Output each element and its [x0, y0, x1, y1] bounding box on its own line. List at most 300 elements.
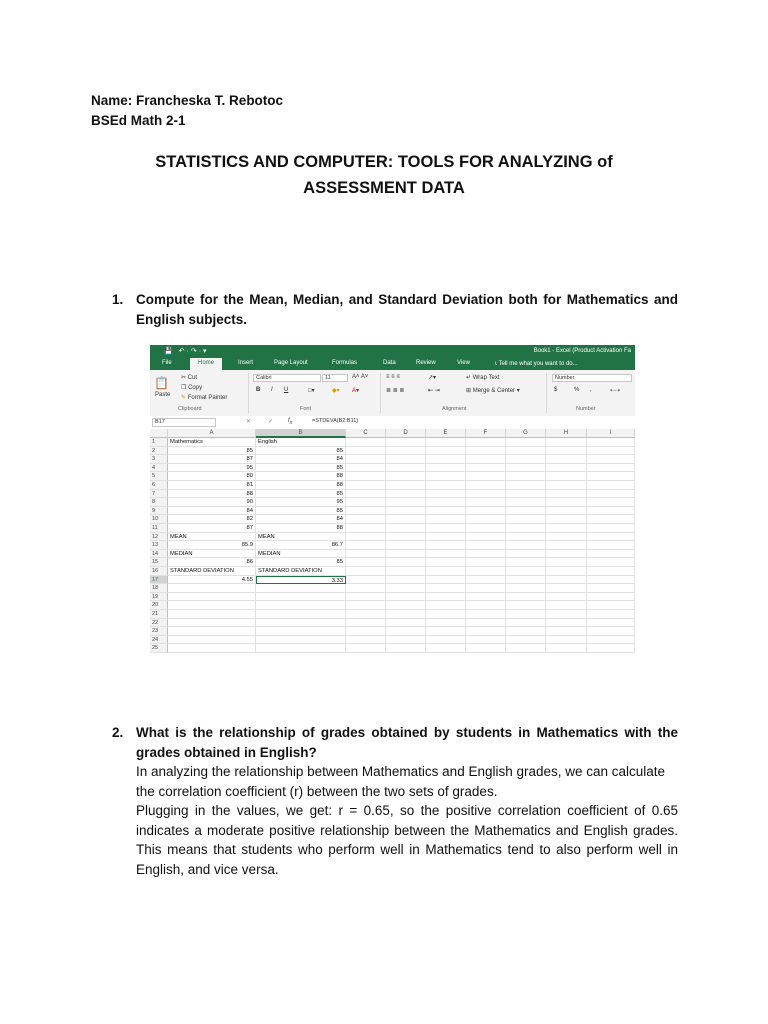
cell-empty[interactable] [587, 438, 635, 447]
cell-empty[interactable] [587, 610, 635, 619]
cell-empty[interactable] [426, 490, 466, 499]
cell-empty[interactable] [386, 644, 426, 653]
format-painter-button[interactable]: ✎ Format Painter [181, 395, 228, 401]
cell-empty[interactable] [346, 438, 386, 447]
cell-a23[interactable] [168, 627, 256, 636]
cell-empty[interactable] [426, 636, 466, 645]
cell-empty[interactable] [346, 636, 386, 645]
cell-empty[interactable] [346, 644, 386, 653]
orientation-icon[interactable]: ↗▾ [428, 375, 437, 381]
top-align-icon[interactable]: ≡ ≡ ≡ [386, 374, 400, 380]
cell-empty[interactable] [386, 558, 426, 567]
cell-empty[interactable] [546, 541, 587, 550]
cell-empty[interactable] [506, 601, 546, 610]
decimal-icon[interactable]: ⇠⇢ [610, 388, 621, 394]
cell-empty[interactable] [466, 447, 506, 456]
cell-empty[interactable] [506, 481, 546, 490]
cell-b6[interactable]: 88 [256, 481, 346, 490]
cell-a6[interactable]: 81 [168, 481, 256, 490]
cell-empty[interactable] [386, 472, 426, 481]
cell-empty[interactable] [546, 636, 587, 645]
cell-a21[interactable] [168, 610, 256, 619]
cell-empty[interactable] [426, 507, 466, 516]
cell-empty[interactable] [346, 524, 386, 533]
cell-empty[interactable] [386, 498, 426, 507]
cell-empty[interactable] [386, 627, 426, 636]
cell-a10[interactable]: 82 [168, 515, 256, 524]
cell-empty[interactable] [546, 627, 587, 636]
cell-empty[interactable] [466, 541, 506, 550]
cell-empty[interactable] [426, 524, 466, 533]
tab-insert[interactable]: Insert [238, 360, 254, 366]
cell-empty[interactable] [466, 610, 506, 619]
cell-empty[interactable] [546, 567, 587, 576]
cell-empty[interactable] [466, 567, 506, 576]
cell-b9[interactable]: 85 [256, 507, 346, 516]
lightbulb-icon: ⍳ [495, 361, 498, 367]
cell-empty[interactable] [466, 558, 506, 567]
cell-b5[interactable]: 88 [256, 472, 346, 481]
cell-empty[interactable] [546, 610, 587, 619]
cell-b24[interactable] [256, 636, 346, 645]
cell-empty[interactable] [426, 447, 466, 456]
formula-input[interactable]: =STDEVA(B2:B11) [312, 418, 359, 424]
cell-empty[interactable] [346, 498, 386, 507]
cell-a19[interactable] [168, 593, 256, 602]
row-header[interactable]: 19 [150, 593, 168, 602]
cell-empty[interactable] [587, 447, 635, 456]
column-header-a[interactable]: A [168, 429, 256, 438]
row-header[interactable]: 13 [150, 541, 168, 550]
cell-b14[interactable]: MEDIAN [256, 550, 346, 559]
cell-empty[interactable] [346, 576, 386, 585]
align-left-icon[interactable]: ≣ ≣ ≣ [386, 388, 405, 394]
cell-b10[interactable]: 84 [256, 515, 346, 524]
cell-empty[interactable] [386, 584, 426, 593]
cell-empty[interactable] [506, 515, 546, 524]
cell-empty[interactable] [346, 593, 386, 602]
cell-empty[interactable] [587, 455, 635, 464]
cell-a1[interactable]: Mathematics [168, 438, 256, 447]
cell-empty[interactable] [506, 533, 546, 542]
row-header[interactable]: 12 [150, 533, 168, 542]
cell-a15[interactable]: 86 [168, 558, 256, 567]
row-header[interactable]: 21 [150, 610, 168, 619]
cell-b16[interactable]: STANDARD DEVIATION [256, 567, 346, 576]
row-header[interactable]: 14 [150, 550, 168, 559]
cell-empty[interactable] [506, 644, 546, 653]
tab-data[interactable]: Data [383, 360, 396, 366]
cell-empty[interactable] [426, 584, 466, 593]
cell-empty[interactable] [346, 481, 386, 490]
cell-empty[interactable] [587, 515, 635, 524]
font-color-icon[interactable]: A▾ [352, 388, 360, 394]
font-size-select[interactable]: 11 [322, 374, 348, 382]
cell-b18[interactable] [256, 584, 346, 593]
column-header-f[interactable]: F [466, 429, 506, 438]
cell-empty[interactable] [346, 507, 386, 516]
cell-empty[interactable] [587, 550, 635, 559]
cell-empty[interactable] [426, 455, 466, 464]
cell-empty[interactable] [346, 455, 386, 464]
cell-empty[interactable] [426, 576, 466, 585]
row-header[interactable]: 3 [150, 455, 168, 464]
cell-b25[interactable] [256, 644, 346, 653]
cell-empty[interactable] [506, 619, 546, 628]
cell-empty[interactable] [587, 464, 635, 473]
cell-empty[interactable] [426, 558, 466, 567]
cell-empty[interactable] [466, 627, 506, 636]
cell-empty[interactable] [346, 533, 386, 542]
cell-empty[interactable] [546, 472, 587, 481]
cell-empty[interactable] [426, 601, 466, 610]
select-all-corner[interactable] [150, 429, 168, 438]
cell-empty[interactable] [546, 455, 587, 464]
cell-empty[interactable] [506, 567, 546, 576]
cell-empty[interactable] [346, 610, 386, 619]
row-header[interactable]: 17 [150, 576, 168, 585]
row-header[interactable]: 10 [150, 515, 168, 524]
row-header[interactable]: 6 [150, 481, 168, 490]
cell-a4[interactable]: 95 [168, 464, 256, 473]
cell-empty[interactable] [346, 584, 386, 593]
cell-a7[interactable]: 88 [168, 490, 256, 499]
tab-formulas[interactable]: Formulas [332, 360, 358, 366]
cell-empty[interactable] [426, 610, 466, 619]
cell-b19[interactable] [256, 593, 346, 602]
cell-empty[interactable] [386, 576, 426, 585]
cell-empty[interactable] [506, 472, 546, 481]
cell-empty[interactable] [506, 438, 546, 447]
column-header-h[interactable]: H [546, 429, 587, 438]
cell-a14[interactable]: MEDIAN [168, 550, 256, 559]
column-header-c[interactable]: C [346, 429, 386, 438]
cell-empty[interactable] [506, 627, 546, 636]
cell-empty[interactable] [587, 507, 635, 516]
cell-empty[interactable] [426, 619, 466, 628]
column-header-b[interactable]: B [256, 429, 346, 438]
cell-b1[interactable]: English [256, 438, 346, 447]
cell-empty[interactable] [466, 550, 506, 559]
cell-empty[interactable] [346, 447, 386, 456]
cell-empty[interactable] [506, 524, 546, 533]
cell-empty[interactable] [346, 619, 386, 628]
tab-file[interactable]: File [162, 360, 172, 366]
cell-empty[interactable] [587, 644, 635, 653]
cell-empty[interactable] [426, 533, 466, 542]
cell-empty[interactable] [546, 593, 587, 602]
cell-empty[interactable] [426, 541, 466, 550]
cell-empty[interactable] [466, 515, 506, 524]
cell-empty[interactable] [346, 515, 386, 524]
cell-a8[interactable]: 90 [168, 498, 256, 507]
cell-empty[interactable] [466, 524, 506, 533]
cell-empty[interactable] [346, 567, 386, 576]
enter-icon[interactable]: ✓ [268, 419, 274, 425]
cell-a25[interactable] [168, 644, 256, 653]
cell-empty[interactable] [426, 472, 466, 481]
cell-empty[interactable] [386, 507, 426, 516]
copy-button[interactable]: ❐ Copy [181, 385, 203, 391]
cell-empty[interactable] [466, 584, 506, 593]
cell-empty[interactable] [426, 593, 466, 602]
cell-empty[interactable] [587, 481, 635, 490]
cell-empty[interactable] [546, 644, 587, 653]
cell-empty[interactable] [386, 455, 426, 464]
cell-empty[interactable] [426, 464, 466, 473]
cell-empty[interactable] [506, 507, 546, 516]
cell-empty[interactable] [386, 481, 426, 490]
cell-a2[interactable]: 85 [168, 447, 256, 456]
cell-empty[interactable] [466, 481, 506, 490]
italic-button[interactable]: I [271, 387, 273, 393]
cell-empty[interactable] [466, 507, 506, 516]
cell-empty[interactable] [346, 472, 386, 481]
name-box[interactable]: B17 [152, 418, 216, 427]
wrap-text-button[interactable]: ↵ Wrap Text [466, 375, 500, 381]
cell-b2[interactable]: 85 [256, 447, 346, 456]
cell-empty[interactable] [346, 627, 386, 636]
cell-a9[interactable]: 84 [168, 507, 256, 516]
cell-empty[interactable] [506, 447, 546, 456]
cell-a17[interactable]: 4.55 [168, 576, 256, 585]
cell-empty[interactable] [546, 524, 587, 533]
cell-empty[interactable] [466, 464, 506, 473]
cell-empty[interactable] [587, 533, 635, 542]
row-header[interactable]: 18 [150, 584, 168, 593]
cell-empty[interactable] [587, 490, 635, 499]
row-header[interactable]: 25 [150, 644, 168, 653]
cell-empty[interactable] [546, 558, 587, 567]
row-header[interactable]: 11 [150, 524, 168, 533]
column-header-g[interactable]: G [506, 429, 546, 438]
cell-a5[interactable]: 80 [168, 472, 256, 481]
cell-empty[interactable] [587, 584, 635, 593]
cell-empty[interactable] [386, 524, 426, 533]
cell-empty[interactable] [466, 636, 506, 645]
cancel-icon[interactable]: ✕ [246, 419, 252, 425]
indent-icon[interactable]: ⇤ ⇥ [428, 388, 440, 394]
cell-empty[interactable] [386, 533, 426, 542]
cell-empty[interactable] [587, 541, 635, 550]
cell-empty[interactable] [587, 593, 635, 602]
percent-button[interactable]: % [574, 387, 580, 393]
row-header[interactable]: 22 [150, 619, 168, 628]
cell-empty[interactable] [426, 627, 466, 636]
row-header[interactable]: 1 [150, 438, 168, 447]
cell-b13[interactable]: 86.7 [256, 541, 346, 550]
column-header-i[interactable]: I [587, 429, 635, 438]
cell-empty[interactable] [466, 619, 506, 628]
cell-empty[interactable] [546, 481, 587, 490]
cell-b23[interactable] [256, 627, 346, 636]
cell-empty[interactable] [506, 550, 546, 559]
row-header[interactable]: 15 [150, 558, 168, 567]
cell-b4[interactable]: 85 [256, 464, 346, 473]
cell-empty[interactable] [587, 524, 635, 533]
cell-empty[interactable] [346, 601, 386, 610]
cell-empty[interactable] [386, 567, 426, 576]
cell-empty[interactable] [546, 601, 587, 610]
column-header-d[interactable]: D [386, 429, 426, 438]
cell-empty[interactable] [386, 515, 426, 524]
row-header[interactable]: 7 [150, 490, 168, 499]
cell-empty[interactable] [346, 490, 386, 499]
cell-empty[interactable] [546, 447, 587, 456]
row-header[interactable]: 20 [150, 601, 168, 610]
number-format-select[interactable]: Number [552, 374, 632, 382]
cell-b20[interactable] [256, 601, 346, 610]
cell-empty[interactable] [466, 472, 506, 481]
cell-empty[interactable] [426, 515, 466, 524]
cell-b12[interactable]: MEAN [256, 533, 346, 542]
comma-style-icon[interactable]: , [590, 387, 592, 393]
cell-empty[interactable] [466, 498, 506, 507]
cell-empty[interactable] [546, 507, 587, 516]
tab-page-layout[interactable]: Page Layout [274, 360, 308, 366]
row-header[interactable]: 4 [150, 464, 168, 473]
cell-empty[interactable] [466, 601, 506, 610]
cell-empty[interactable] [386, 464, 426, 473]
tab-review[interactable]: Review [416, 360, 436, 366]
cell-a16[interactable]: STANDARD DEVIATION [168, 567, 256, 576]
cell-empty[interactable] [466, 576, 506, 585]
cell-empty[interactable] [386, 610, 426, 619]
fill-color-icon[interactable]: ◆▾ [332, 388, 340, 394]
cell-a12[interactable]: MEAN [168, 533, 256, 542]
tell-me-box[interactable] [495, 360, 578, 367]
cell-empty[interactable] [466, 438, 506, 447]
cell-a24[interactable] [168, 636, 256, 645]
cell-a20[interactable] [168, 601, 256, 610]
cell-empty[interactable] [386, 447, 426, 456]
bold-button[interactable]: B [256, 387, 261, 393]
cell-empty[interactable] [386, 541, 426, 550]
cell-empty[interactable] [506, 464, 546, 473]
row-header[interactable]: 24 [150, 636, 168, 645]
cell-empty[interactable] [386, 636, 426, 645]
cell-empty[interactable] [386, 619, 426, 628]
cell-empty[interactable] [386, 490, 426, 499]
cell-empty[interactable] [386, 550, 426, 559]
cell-empty[interactable] [587, 636, 635, 645]
cell-b8[interactable]: 95 [256, 498, 346, 507]
cell-empty[interactable] [506, 541, 546, 550]
cell-empty[interactable] [506, 490, 546, 499]
cell-empty[interactable] [506, 593, 546, 602]
cell-empty[interactable] [587, 601, 635, 610]
cell-a18[interactable] [168, 584, 256, 593]
cell-empty[interactable] [346, 558, 386, 567]
cell-b3[interactable]: 84 [256, 455, 346, 464]
cell-empty[interactable] [346, 464, 386, 473]
cell-a22[interactable] [168, 619, 256, 628]
tab-view[interactable]: View [457, 360, 470, 366]
cell-empty[interactable] [546, 584, 587, 593]
cell-a3[interactable]: 87 [168, 455, 256, 464]
cell-empty[interactable] [506, 558, 546, 567]
cell-b7[interactable]: 85 [256, 490, 346, 499]
cell-empty[interactable] [426, 481, 466, 490]
cell-empty[interactable] [587, 619, 635, 628]
row-header[interactable]: 23 [150, 627, 168, 636]
cell-b15[interactable]: 85 [256, 558, 346, 567]
cell-empty[interactable] [506, 498, 546, 507]
cell-empty[interactable] [587, 567, 635, 576]
cell-empty[interactable] [506, 584, 546, 593]
cell-b11[interactable]: 88 [256, 524, 346, 533]
cell-empty[interactable] [466, 490, 506, 499]
tab-home[interactable]: Home [190, 358, 222, 370]
currency-button[interactable]: $ [554, 387, 558, 393]
underline-button[interactable]: U [284, 387, 289, 393]
cell-empty[interactable] [506, 455, 546, 464]
cell-empty[interactable] [386, 601, 426, 610]
cell-empty[interactable] [587, 576, 635, 585]
cell-empty[interactable] [587, 627, 635, 636]
cell-empty[interactable] [426, 644, 466, 653]
paste-button[interactable]: Paste [155, 392, 171, 398]
cell-empty[interactable] [346, 541, 386, 550]
cell-a13[interactable]: 85.9 [168, 541, 256, 550]
cell-empty[interactable] [386, 438, 426, 447]
font-name-select[interactable]: Calibri [253, 374, 321, 382]
cell-empty[interactable] [466, 533, 506, 542]
cell-empty[interactable] [426, 438, 466, 447]
row-header[interactable]: 8 [150, 498, 168, 507]
cell-empty[interactable] [426, 567, 466, 576]
cell-empty[interactable] [426, 550, 466, 559]
row-header[interactable]: 9 [150, 507, 168, 516]
cell-a11[interactable]: 87 [168, 524, 256, 533]
cell-empty[interactable] [466, 593, 506, 602]
borders-icon[interactable]: □▾ [308, 388, 315, 394]
cell-empty[interactable] [386, 593, 426, 602]
cell-empty[interactable] [546, 533, 587, 542]
cell-empty[interactable] [546, 619, 587, 628]
cell-empty[interactable] [546, 550, 587, 559]
cell-b22[interactable] [256, 619, 346, 628]
row-header[interactable]: 5 [150, 472, 168, 481]
cell-b17[interactable]: 3.33 [256, 576, 346, 585]
cell-empty[interactable] [466, 455, 506, 464]
cut-button[interactable]: ✂ Cut [181, 375, 198, 381]
cell-b21[interactable] [256, 610, 346, 619]
cell-empty[interactable] [546, 576, 587, 585]
row-header[interactable]: 16 [150, 567, 168, 576]
cell-empty[interactable] [506, 610, 546, 619]
merge-center-button[interactable]: ⊞ Merge & Center ▾ [466, 388, 520, 394]
cell-empty[interactable] [587, 558, 635, 567]
cell-empty[interactable] [546, 438, 587, 447]
cell-empty[interactable] [587, 472, 635, 481]
paste-icon[interactable]: 📋 [154, 376, 169, 390]
cell-empty[interactable] [546, 515, 587, 524]
cell-empty[interactable] [506, 636, 546, 645]
cell-empty[interactable] [546, 464, 587, 473]
cell-empty[interactable] [506, 576, 546, 585]
cell-empty[interactable] [587, 498, 635, 507]
row-header[interactable]: 2 [150, 447, 168, 456]
cell-empty[interactable] [546, 498, 587, 507]
cell-empty[interactable] [346, 550, 386, 559]
column-header-e[interactable]: E [426, 429, 466, 438]
cell-empty[interactable] [466, 644, 506, 653]
font-grow-icon[interactable]: A˄ A˅ [352, 374, 369, 380]
cell-empty[interactable] [546, 490, 587, 499]
cell-empty[interactable] [426, 498, 466, 507]
function-icon[interactable]: $f_x$ [288, 418, 293, 427]
